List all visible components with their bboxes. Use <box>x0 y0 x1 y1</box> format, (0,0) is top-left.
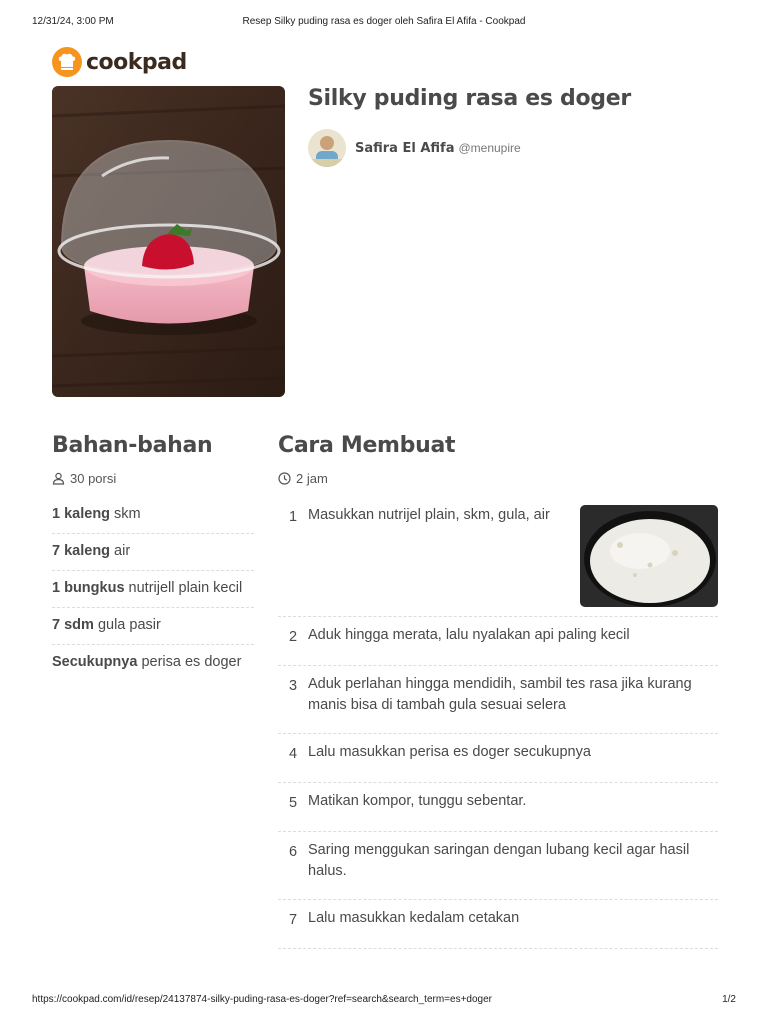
ingredient-item: 1 kaleng skm <box>52 497 254 534</box>
ingredient-item: Secukupnya perisa es doger <box>52 654 242 670</box>
ingredient-item: 7 sdm gula pasir <box>52 608 254 645</box>
step-text: Matikan kompor, tunggu sebentar. <box>308 793 527 809</box>
step-number: 7 <box>288 912 298 928</box>
step-text: Aduk hingga merata, lalu nyalakan api paling kecil <box>308 627 630 643</box>
avatar[interactable] <box>308 129 346 167</box>
person-icon <box>52 472 65 485</box>
step-number: 6 <box>288 844 298 860</box>
print-datetime: 12/31/24, 3:00 PM <box>32 16 114 27</box>
step-item <box>278 783 718 832</box>
step-item <box>278 734 718 783</box>
step-item <box>278 617 718 666</box>
steps-heading: Cara Membuat <box>278 433 456 458</box>
author-name[interactable]: Safira El Afifa <box>355 140 455 156</box>
step-number: 4 <box>288 746 298 762</box>
recipe-hero-photo <box>52 86 285 397</box>
print-page-title: Resep Silky puding rasa es doger oleh Safira El Afifa - Cookpad <box>242 16 526 27</box>
clock-icon <box>278 472 291 485</box>
ingredient-item: 1 bungkus nutrijell plain kecil <box>52 571 254 608</box>
step-text: Lalu masukkan perisa es doger secukupnya <box>308 744 591 760</box>
print-header <box>32 16 736 30</box>
step-number: 1 <box>288 509 298 525</box>
page-number: 1/2 <box>722 994 736 1005</box>
step-text: Lalu masukkan kedalam cetakan <box>308 910 520 926</box>
duration-text: 2 jam <box>296 471 328 486</box>
step-text: Masukkan nutrijel plain, skm, gula, air <box>308 507 550 523</box>
step-item <box>278 832 718 900</box>
ingredients-heading: Bahan-bahan <box>52 433 213 458</box>
cookpad-logo[interactable] <box>52 47 187 77</box>
print-footer <box>32 994 736 1008</box>
ingredient-list <box>52 497 254 681</box>
step-list <box>278 497 718 949</box>
servings <box>52 471 116 486</box>
brand-wordmark: cookpad <box>86 49 187 75</box>
chef-hat-icon <box>52 47 82 77</box>
author-handle: @menupire <box>458 141 521 155</box>
servings-text: 30 porsi <box>70 471 117 486</box>
step-photo[interactable] <box>580 505 718 607</box>
ingredient-item: 7 kaleng air <box>52 534 254 571</box>
step-item <box>278 497 718 617</box>
step-number: 3 <box>288 678 298 694</box>
print-url: https://cookpad.com/id/resep/24137874-silky-puding-rasa-es-doger?ref=search&search_term=es+doger <box>32 994 492 1005</box>
step-text: Aduk perlahan hingga mendidih, sambil tes rasa jika kurang manis bisa di tambah gula sesuai selera <box>308 676 692 713</box>
recipe-title: Silky puding rasa es doger <box>308 86 631 111</box>
step-number: 5 <box>288 795 298 811</box>
author-info[interactable] <box>308 129 521 167</box>
step-number: 2 <box>288 629 298 645</box>
step-item <box>278 666 718 734</box>
cook-duration <box>278 471 328 486</box>
step-text: Saring menggukan saringan dengan lubang kecil agar hasil halus. <box>308 842 690 879</box>
step-item <box>278 900 718 949</box>
